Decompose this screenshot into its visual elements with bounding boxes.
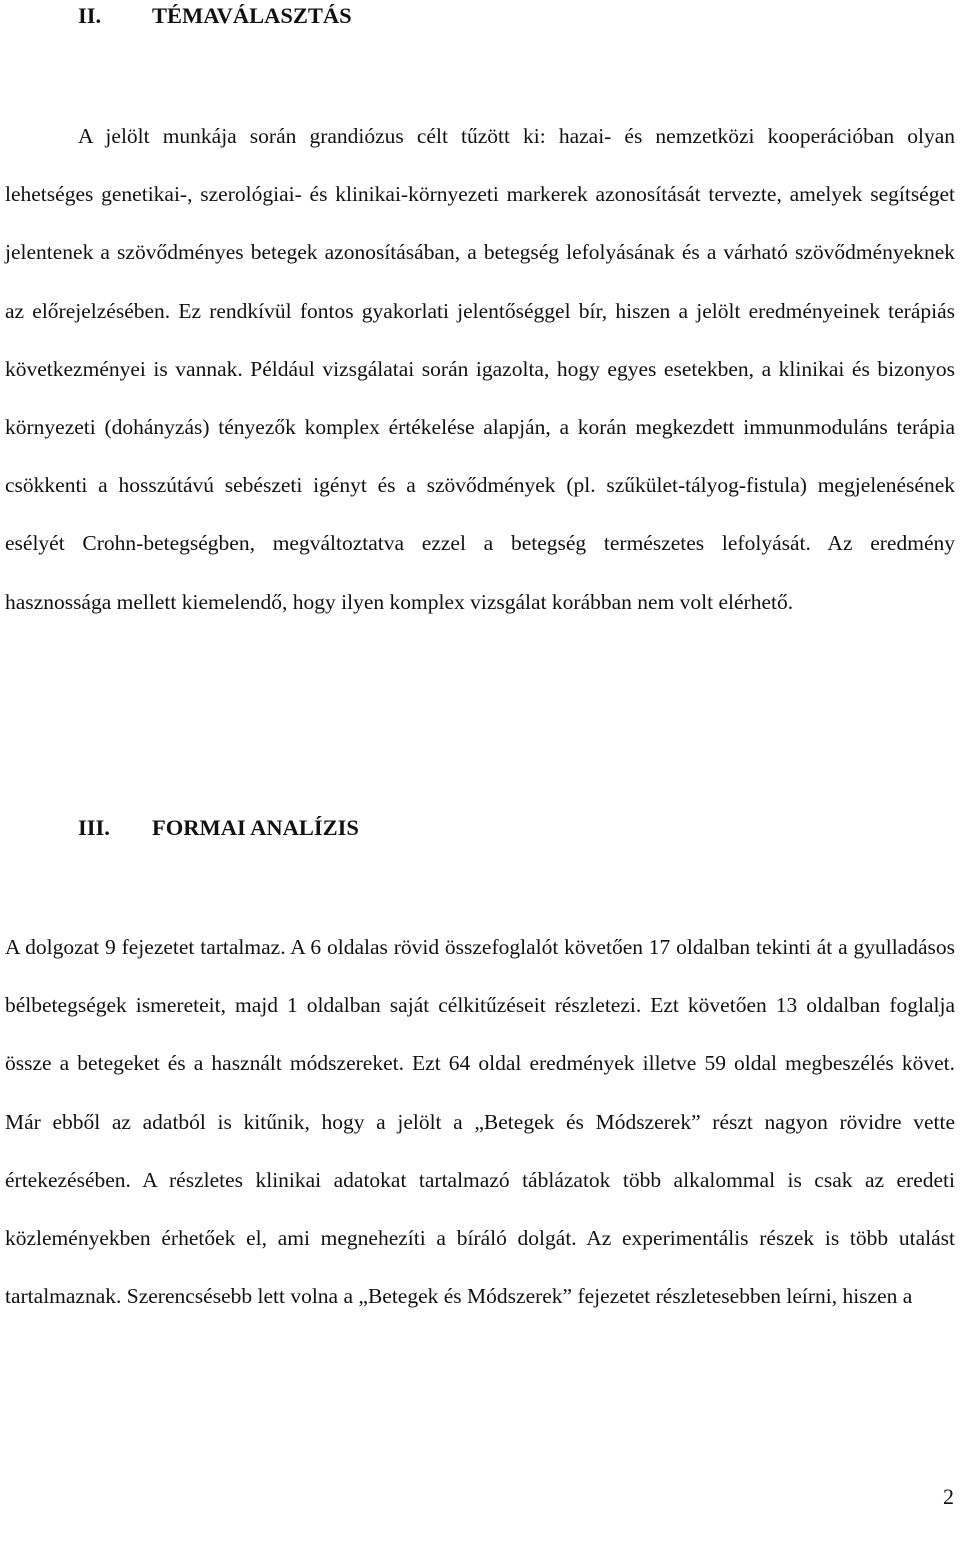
section-number: II. <box>78 3 102 28</box>
section-heading-temavalasztas <box>78 3 352 29</box>
page-number: 2 <box>943 1484 954 1509</box>
section-title: FORMAI ANALÍZIS <box>152 815 359 840</box>
section-number: III. <box>78 815 110 840</box>
paragraph-formai-analizis <box>5 918 955 1325</box>
paragraph-temavalasztas <box>5 107 955 631</box>
paragraph-text: A dolgozat 9 fejezetet tartalmaz. A 6 oldalas rövid összefoglalót követően 17 oldalban tekinti át a gyulladásos bélbetegségek ismereteit, majd 1 oldalban saját célkitűzéseit részletezi. Ezt követően 13 oldalban foglalja össze a betegeket és a használt módszereket. Ezt 64 oldal eredmények illetve 59 oldal megbeszélés követ. Már ebből az adatból is kitűnik, hogy a jelölt a „Betegek és Módszerek” részt nagyon rövidre vette értekezésében. A részletes klinikai adatokat tartalmazó táblázatok több alkalommal is csak az eredeti közleményekben érhetőek el, ami megnehezíti a bíráló dolgát. Az experimentális részek is több utalást tartalmaznak. Szerencsésebb lett volna a „Betegek és Módszerek” fejezetet részletesebben leírni, hiszen a <box>5 935 955 1309</box>
section-title: TÉMAVÁLASZTÁS <box>152 3 352 28</box>
section-heading-formai-analizis <box>78 815 359 841</box>
paragraph-text: A jelölt munkája során grandiózus célt tűzött ki: hazai- és nemzetközi kooperációban olyan lehetséges genetikai-, szerológiai- és klinikai-környezeti markerek azonosítását tervezte, amelyek segítséget jelentenek a szövődményes betegek azonosításában, a betegség lefolyásának és a várható szövődményeknek az előrejelzésében. Ez rendkívül fontos gyakorlati jelentőséggel bír, hiszen a jelölt eredményeinek terápiás következményei is vannak. Például vizsgálatai során igazolta, hogy egyes esetekben, a klinikai és bizonyos környezeti (dohányzás) tényezők komplex értékelése alapján, a korán megkezdett immunmoduláns terápia csökkenti a hosszútávú sebészeti igényt és a szövődmények (pl. szűkület-tályog-fistula) megjelenésének esélyét Crohn-betegségben, megváltoztatva ezzel a betegség természetes lefolyását. Az eredmény hasznossága mellett kiemelendő, hogy ilyen komplex vizsgálat korábban nem volt elérhető. <box>5 124 955 614</box>
